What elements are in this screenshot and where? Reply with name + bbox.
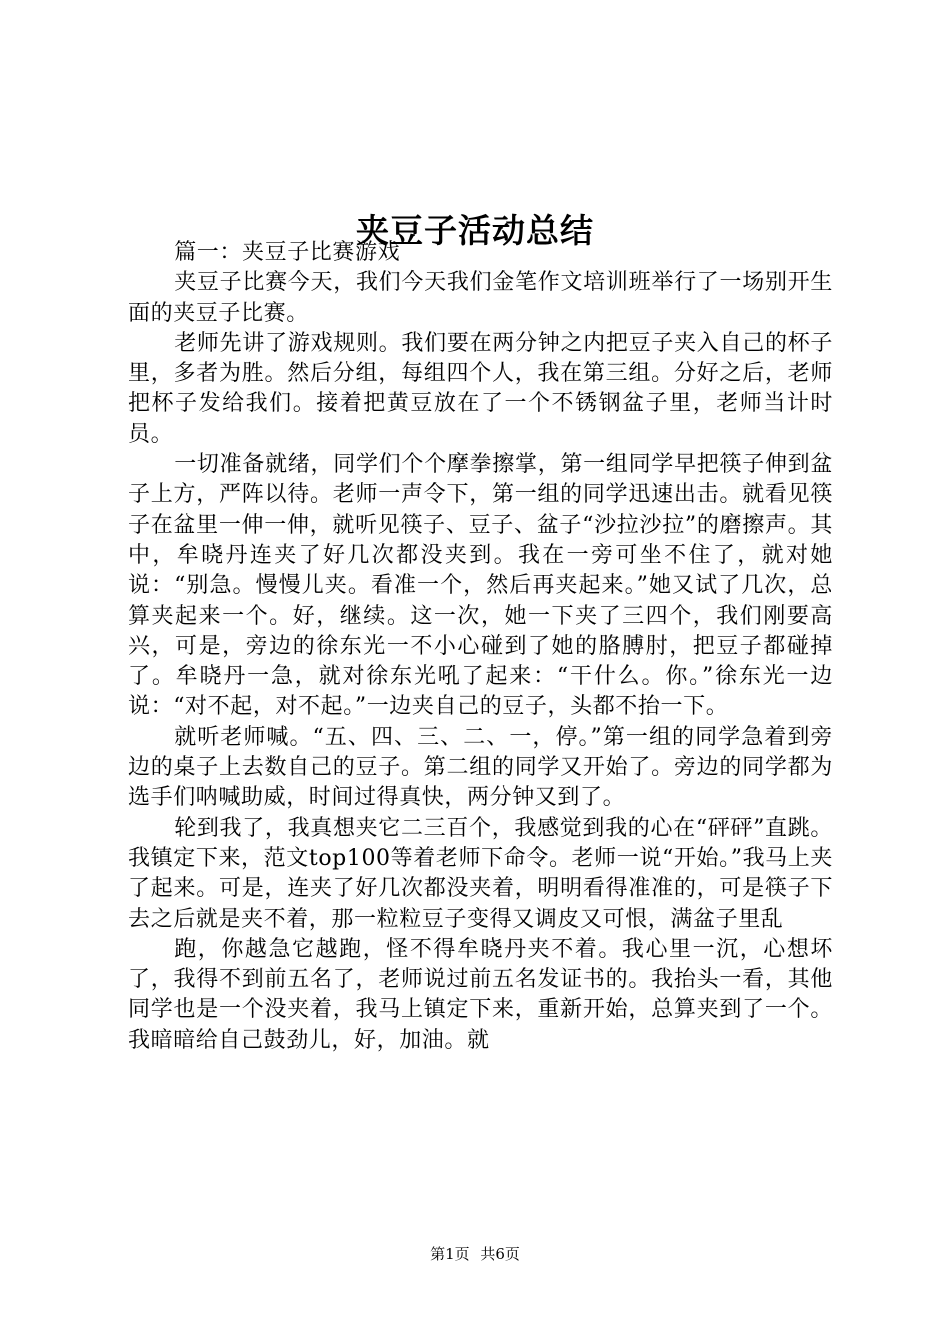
paragraph: 轮到我了，我真想夹它二三百个，我感觉到我的心在“砰砰”直跳。我镇定下来，范文top100等着老师下命令。老师一说“开始。”我马上夹了起来。可是，连夹了好几次都没夹着，明明看得准准的，可是筷子下去之后就是夹不着，那一粒粒豆子变得又调皮又可恨，满盆子里乱 [128,815,833,932]
paragraph: 夹豆子比赛今天，我们今天我们金笔作文培训班举行了一场别开生面的夹豆子比赛。 [128,270,833,326]
paragraph: 老师先讲了游戏规则。我们要在两分钟之内把豆子夹入自己的杯子里，多者为胜。然后分组，每组四个人，我在第三组。分好之后，老师把杯子发给我们。接着把黄豆放在了一个不锈钢盆子里，老师当计时员。 [128,330,833,447]
page-total: 共6页 [480,1245,520,1263]
document-body [128,238,833,1056]
paragraph: 跑，你越急它越跑，怪不得牟晓丹夹不着。我心里一沉，心想坏了，我得不到前五名了，老师说过前五名发证书的。我抬头一看，其他同学也是一个没夹着，我马上镇定下来，重新开始，总算夹到了一个。我暗暗给自己鼓劲儿，好，加油。就 [128,936,833,1053]
section-heading: 篇一：夹豆子比赛游戏 [174,240,401,265]
page-number: 第1页 [430,1245,470,1263]
paragraph: 一切准备就绪，同学们个个摩拳擦掌，第一组同学早把筷子伸到盆子上方，严阵以待。老师一声令下，第一组的同学迅速出击。就看见筷子在盆里一伸一伸，就听见筷子、豆子、盆子“沙拉沙拉”的磨擦声。其中，牟晓丹连夹了好几次都没夹到。我在一旁可坐不住了，就对她说：“别急。慢慢儿夹。看准一个，然后再夹起来。”她又试了几次，总算夹起来一个。好，继续。这一次，她一下夹了三四个，我们刚要高兴，可是，旁边的徐东光一不小心碰到了她的胳膊肘，把豆子都碰掉了。牟晓丹一急，就对徐东光吼了起来：“干什么。你。”徐东光一边说：“对不起，对不起。”一边夹自己的豆子，头都不抬一下。 [128,452,833,720]
paragraph: 就听老师喊。“五、四、三、二、一，停。”第一组的同学急着到旁边的桌子上去数自己的豆子。第二组的同学又开始了。旁边的同学都为选手们呐喊助威，时间过得真快，两分钟又到了。 [128,724,833,811]
page-title: 夹豆子活动总结 [356,211,594,251]
page-footer [0,1244,950,1264]
